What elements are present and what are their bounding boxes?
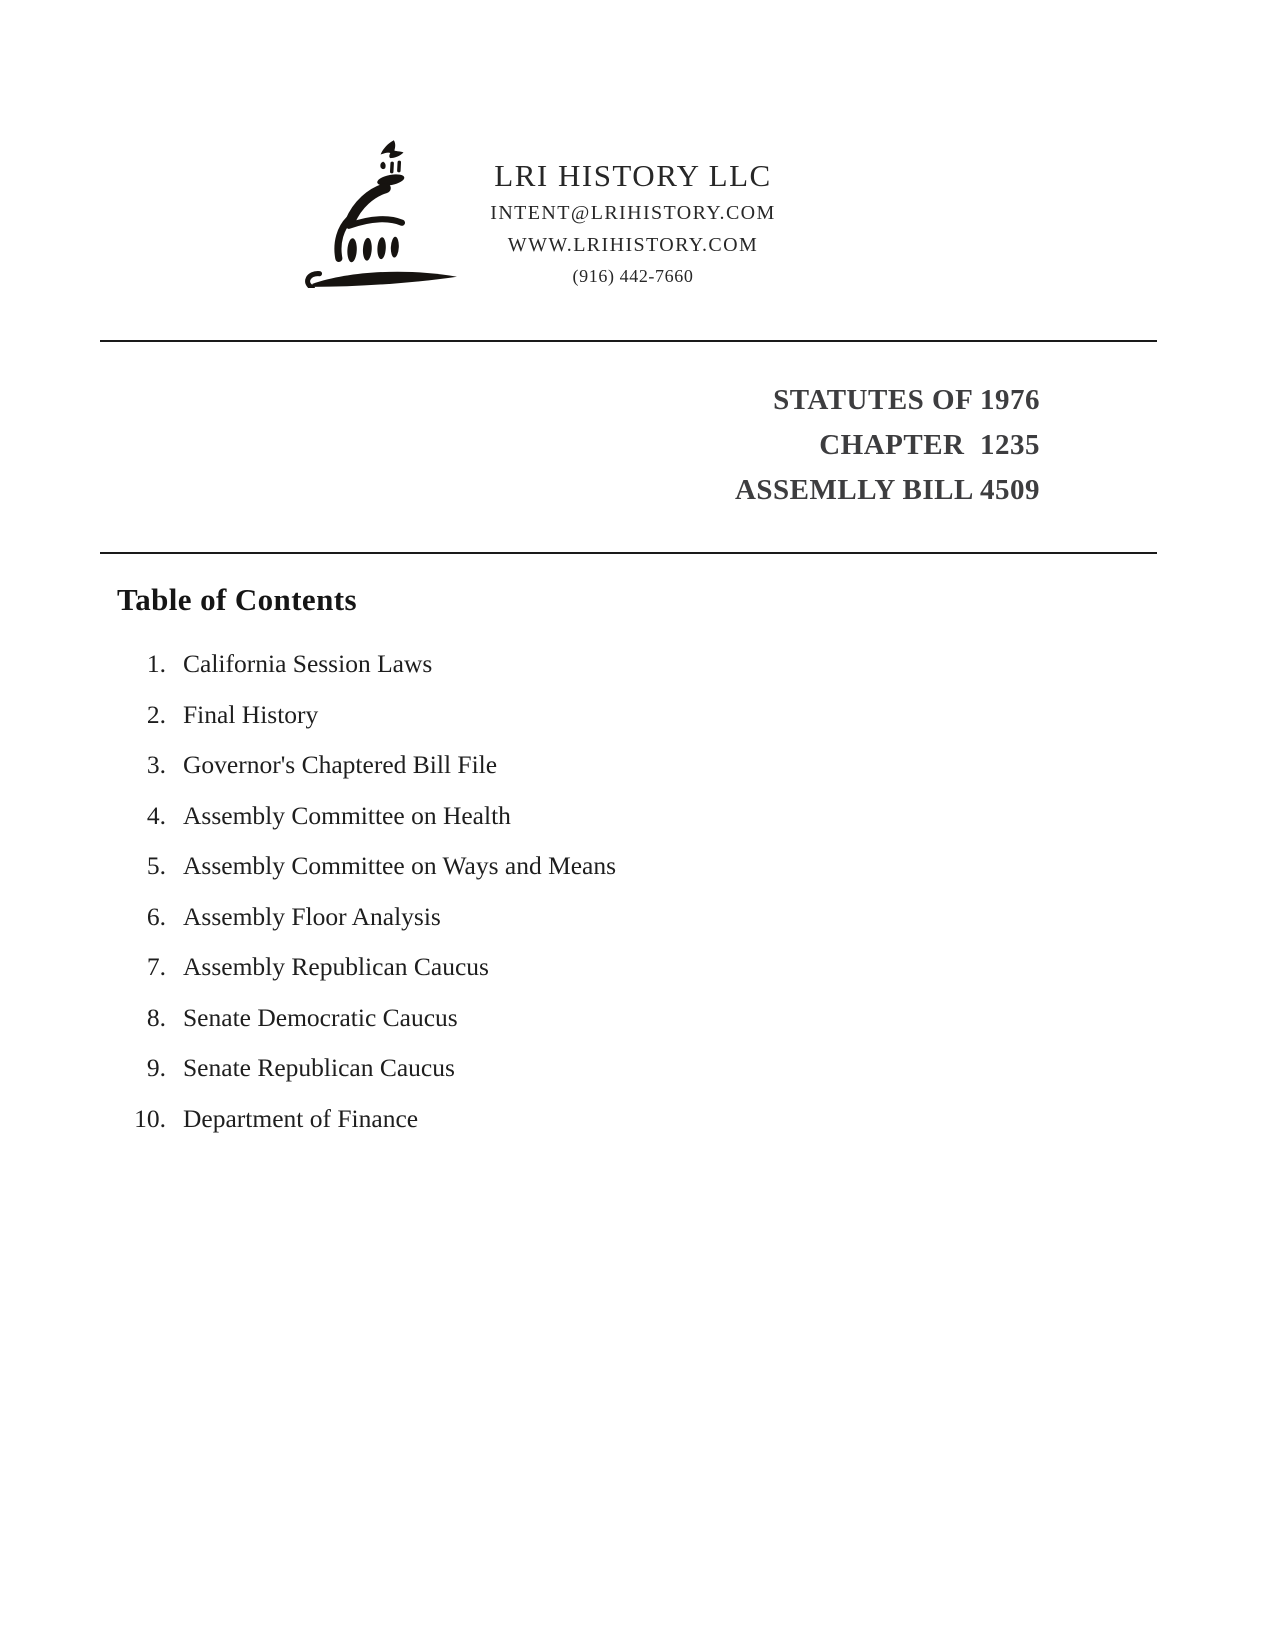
toc-item bbox=[100, 639, 616, 690]
toc-item bbox=[100, 791, 616, 842]
toc-item-label: Senate Democratic Caucus bbox=[183, 1002, 458, 1032]
letterhead bbox=[408, 155, 858, 291]
toc-item-number: 7. bbox=[146, 952, 166, 981]
toc-list bbox=[100, 639, 616, 1144]
bill-reference-line: CHAPTER 1235 bbox=[819, 429, 1040, 461]
toc-item bbox=[100, 1094, 616, 1145]
toc-item-number: 10. bbox=[134, 1103, 166, 1133]
toc-item-label: Senate Republican Caucus bbox=[183, 1053, 455, 1082]
toc-item bbox=[100, 690, 616, 741]
bill-reference-block bbox=[735, 378, 1040, 513]
toc-item bbox=[100, 993, 616, 1044]
toc-item-number: 9. bbox=[146, 1053, 166, 1082]
toc-item-number: 1. bbox=[146, 649, 166, 678]
toc-item-label: Assembly Floor Analysis bbox=[183, 901, 441, 931]
toc-item bbox=[100, 841, 616, 892]
toc-item-number: 3. bbox=[146, 750, 166, 779]
divider-rule-top bbox=[100, 340, 1157, 342]
toc-title: Table of Contents bbox=[117, 582, 357, 617]
toc-item bbox=[100, 942, 616, 993]
company-phone: (916) 442-7660 bbox=[572, 266, 694, 286]
divider-rule-middle bbox=[100, 552, 1157, 554]
toc-item bbox=[100, 740, 616, 791]
toc-item-label: Department of Finance bbox=[183, 1103, 419, 1133]
toc-item bbox=[100, 892, 616, 943]
toc-item bbox=[100, 1043, 616, 1094]
toc-item-number: 8. bbox=[146, 1002, 166, 1032]
company-name: LRI HISTORY LLC bbox=[494, 158, 772, 193]
toc-item-number: 6. bbox=[146, 901, 166, 931]
toc-item-number: 2. bbox=[146, 699, 166, 729]
company-email: INTENT@LRIHISTORY.COM bbox=[490, 202, 776, 224]
company-website: WWW.LRIHISTORY.COM bbox=[507, 234, 759, 256]
toc-item-number: 4. bbox=[146, 800, 166, 830]
toc-item-number: 5. bbox=[146, 851, 166, 880]
toc-item-label: Final History bbox=[183, 699, 319, 729]
toc-item-label: Assembly Committee on Health bbox=[183, 800, 511, 830]
toc-item-label: Assembly Republican Caucus bbox=[183, 952, 489, 981]
toc-item-label: Governor's Chaptered Bill File bbox=[183, 750, 498, 779]
bill-reference-line: STATUTES OF 1976 bbox=[773, 384, 1040, 416]
toc-item-label: Assembly Committee on Ways and Means bbox=[183, 851, 617, 880]
toc-item-label: California Session Laws bbox=[183, 649, 433, 678]
bill-reference-line: ASSEMLLY BILL 4509 bbox=[734, 474, 1040, 506]
